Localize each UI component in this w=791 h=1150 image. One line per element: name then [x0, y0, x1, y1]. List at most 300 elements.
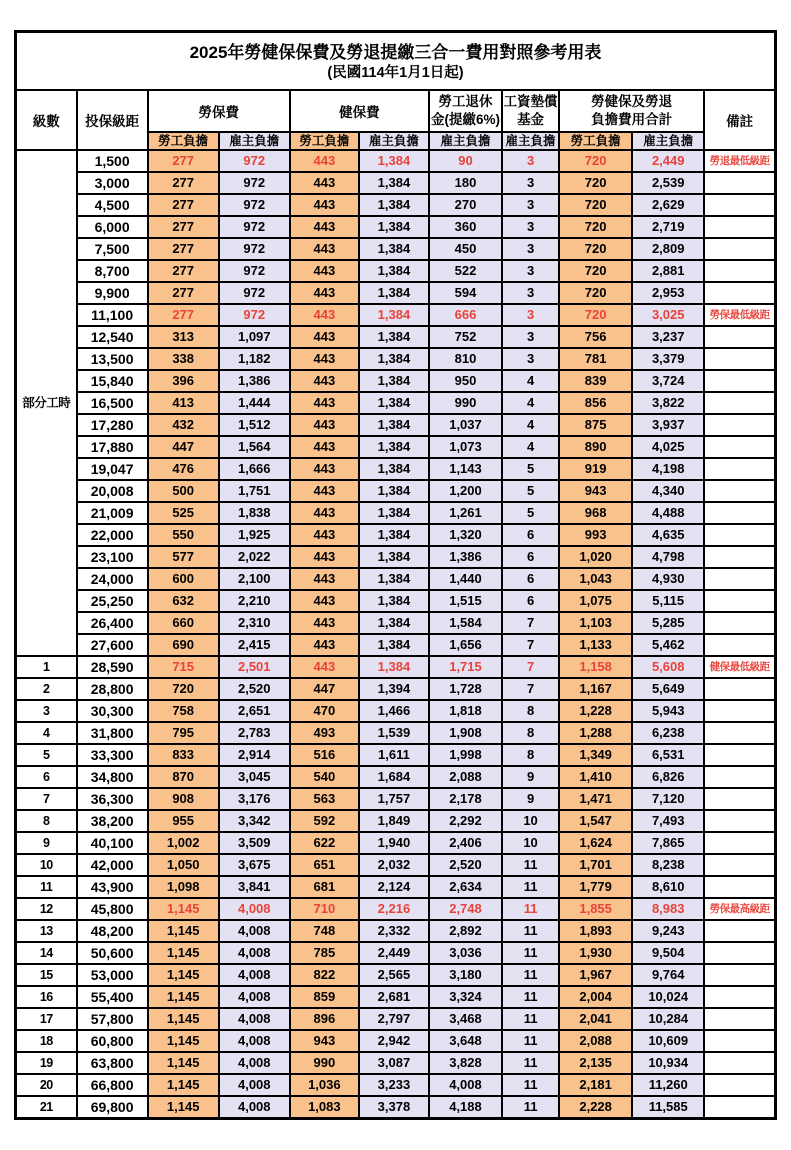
subheader-total-employer: 雇主負擔 — [632, 132, 704, 150]
level-cell: 6 — [16, 766, 77, 788]
total-employer-cell: 5,115 — [632, 590, 704, 612]
labor-ins-employee-cell: 550 — [148, 524, 219, 546]
health-ins-employee-cell: 443 — [290, 480, 359, 502]
wage-fund-employer-cell: 9 — [502, 766, 559, 788]
insured-grade-cell: 19,047 — [77, 458, 148, 480]
health-ins-employer-cell: 1,384 — [359, 260, 429, 282]
labor-ins-employer-cell: 4,008 — [219, 1052, 290, 1074]
labor-ins-employee-cell: 277 — [148, 304, 219, 326]
labor-ins-employer-cell: 3,675 — [219, 854, 290, 876]
health-ins-employer-cell: 3,087 — [359, 1052, 429, 1074]
table-row — [16, 238, 776, 260]
labor-ins-employer-cell: 2,310 — [219, 612, 290, 634]
subheader-health-employee: 勞工負擔 — [290, 132, 359, 150]
labor-ins-employee-cell: 720 — [148, 678, 219, 700]
wage-fund-employer-cell: 6 — [502, 590, 559, 612]
note-cell — [704, 546, 775, 568]
health-ins-employee-cell: 443 — [290, 546, 359, 568]
title-row — [16, 32, 776, 91]
health-ins-employee-cell: 785 — [290, 942, 359, 964]
total-employee-cell: 1,228 — [559, 700, 632, 722]
insured-grade-cell: 15,840 — [77, 370, 148, 392]
note-cell — [704, 458, 775, 480]
pension-employer-cell: 1,143 — [429, 458, 502, 480]
pension-employer-cell: 666 — [429, 304, 502, 326]
total-employee-cell: 756 — [559, 326, 632, 348]
header-pension-line1: 勞工退休 — [438, 93, 493, 109]
labor-ins-employer-cell: 4,008 — [219, 1008, 290, 1030]
health-ins-employer-cell: 1,384 — [359, 348, 429, 370]
table-row — [16, 326, 776, 348]
total-employee-cell: 1,288 — [559, 722, 632, 744]
labor-ins-employee-cell: 313 — [148, 326, 219, 348]
total-employee-cell: 943 — [559, 480, 632, 502]
pension-employer-cell: 270 — [429, 194, 502, 216]
level-cell: 11 — [16, 876, 77, 898]
wage-fund-employer-cell: 11 — [502, 942, 559, 964]
wage-fund-employer-cell: 3 — [502, 238, 559, 260]
subheader-labor-employee: 勞工負擔 — [148, 132, 219, 150]
total-employer-cell: 9,504 — [632, 942, 704, 964]
note-cell — [704, 634, 775, 656]
health-ins-employer-cell: 1,466 — [359, 700, 429, 722]
header-health-insurance: 健保費 — [290, 90, 429, 132]
health-ins-employer-cell: 3,233 — [359, 1074, 429, 1096]
health-ins-employer-cell: 1,384 — [359, 458, 429, 480]
health-ins-employer-cell: 1,384 — [359, 282, 429, 304]
wage-fund-employer-cell: 6 — [502, 524, 559, 546]
total-employee-cell: 720 — [559, 260, 632, 282]
labor-ins-employer-cell: 972 — [219, 194, 290, 216]
total-employee-cell: 1,349 — [559, 744, 632, 766]
health-ins-employer-cell: 1,384 — [359, 436, 429, 458]
labor-ins-employer-cell: 972 — [219, 282, 290, 304]
health-ins-employee-cell: 443 — [290, 502, 359, 524]
total-employer-cell: 6,826 — [632, 766, 704, 788]
note-cell — [704, 260, 775, 282]
pension-employer-cell: 522 — [429, 260, 502, 282]
wage-fund-employer-cell: 8 — [502, 700, 559, 722]
insured-grade-cell: 25,250 — [77, 590, 148, 612]
wage-fund-employer-cell: 9 — [502, 788, 559, 810]
total-employee-cell: 993 — [559, 524, 632, 546]
total-employee-cell: 2,004 — [559, 986, 632, 1008]
table-row — [16, 920, 776, 942]
health-ins-employer-cell: 1,384 — [359, 480, 429, 502]
health-ins-employee-cell: 443 — [290, 260, 359, 282]
header-group-row — [16, 90, 776, 132]
labor-ins-employee-cell: 277 — [148, 216, 219, 238]
health-ins-employee-cell: 443 — [290, 348, 359, 370]
table-row — [16, 898, 776, 920]
labor-ins-employer-cell: 4,008 — [219, 1074, 290, 1096]
insured-grade-cell: 28,800 — [77, 678, 148, 700]
labor-ins-employee-cell: 1,145 — [148, 898, 219, 920]
table-row — [16, 1030, 776, 1052]
labor-ins-employee-cell: 795 — [148, 722, 219, 744]
level-cell: 18 — [16, 1030, 77, 1052]
note-cell — [704, 1074, 775, 1096]
total-employee-cell: 2,088 — [559, 1030, 632, 1052]
pension-employer-cell: 3,036 — [429, 942, 502, 964]
level-cell: 13 — [16, 920, 77, 942]
total-employer-cell: 9,764 — [632, 964, 704, 986]
pension-employer-cell: 2,748 — [429, 898, 502, 920]
table-row — [16, 392, 776, 414]
wage-fund-employer-cell: 11 — [502, 854, 559, 876]
labor-ins-employer-cell: 3,045 — [219, 766, 290, 788]
health-ins-employer-cell: 1,384 — [359, 150, 429, 172]
total-employer-cell: 4,198 — [632, 458, 704, 480]
health-ins-employee-cell: 443 — [290, 414, 359, 436]
labor-ins-employer-cell: 1,564 — [219, 436, 290, 458]
wage-fund-employer-cell: 6 — [502, 546, 559, 568]
pension-employer-cell: 1,073 — [429, 436, 502, 458]
total-employer-cell: 4,798 — [632, 546, 704, 568]
health-ins-employee-cell: 1,083 — [290, 1096, 359, 1119]
subheader-pension-employer: 雇主負擔 — [429, 132, 502, 150]
total-employee-cell: 720 — [559, 150, 632, 172]
note-cell — [704, 370, 775, 392]
insured-grade-cell: 22,000 — [77, 524, 148, 546]
pension-employer-cell: 4,188 — [429, 1096, 502, 1119]
total-employee-cell: 720 — [559, 194, 632, 216]
note-cell — [704, 502, 775, 524]
labor-ins-employee-cell: 600 — [148, 568, 219, 590]
health-ins-employee-cell: 710 — [290, 898, 359, 920]
health-ins-employer-cell: 1,611 — [359, 744, 429, 766]
labor-ins-employer-cell: 2,783 — [219, 722, 290, 744]
labor-ins-employee-cell: 396 — [148, 370, 219, 392]
health-ins-employee-cell: 443 — [290, 282, 359, 304]
note-cell — [704, 480, 775, 502]
labor-ins-employee-cell: 413 — [148, 392, 219, 414]
wage-fund-employer-cell: 4 — [502, 436, 559, 458]
labor-ins-employer-cell: 3,176 — [219, 788, 290, 810]
labor-ins-employer-cell: 4,008 — [219, 942, 290, 964]
header-wage-fund — [502, 90, 559, 132]
insured-grade-cell: 12,540 — [77, 326, 148, 348]
labor-ins-employer-cell: 972 — [219, 150, 290, 172]
total-employer-cell: 7,865 — [632, 832, 704, 854]
pension-employer-cell: 2,292 — [429, 810, 502, 832]
pension-employer-cell: 1,715 — [429, 656, 502, 678]
note-cell — [704, 436, 775, 458]
total-employer-cell: 8,238 — [632, 854, 704, 876]
table-row — [16, 546, 776, 568]
pension-employer-cell: 1,584 — [429, 612, 502, 634]
insured-grade-cell: 28,590 — [77, 656, 148, 678]
table-row — [16, 304, 776, 326]
labor-ins-employer-cell: 4,008 — [219, 1030, 290, 1052]
total-employee-cell: 856 — [559, 392, 632, 414]
header-pension-line2: 金(提繳6%) — [430, 112, 500, 127]
labor-ins-employee-cell: 1,145 — [148, 1096, 219, 1119]
note-cell — [704, 810, 775, 832]
insured-grade-cell: 33,300 — [77, 744, 148, 766]
labor-ins-employee-cell: 1,145 — [148, 1008, 219, 1030]
insured-grade-cell: 57,800 — [77, 1008, 148, 1030]
health-ins-employee-cell: 443 — [290, 612, 359, 634]
total-employee-cell: 1,967 — [559, 964, 632, 986]
health-ins-employer-cell: 1,757 — [359, 788, 429, 810]
insured-grade-cell: 36,300 — [77, 788, 148, 810]
total-employee-cell: 1,410 — [559, 766, 632, 788]
labor-ins-employee-cell: 1,145 — [148, 964, 219, 986]
total-employee-cell: 1,075 — [559, 590, 632, 612]
note-cell — [704, 854, 775, 876]
labor-ins-employee-cell: 1,145 — [148, 942, 219, 964]
table-row — [16, 260, 776, 282]
insured-grade-cell: 30,300 — [77, 700, 148, 722]
note-cell — [704, 964, 775, 986]
note-cell: 勞保最低級距 — [704, 304, 775, 326]
table-row — [16, 634, 776, 656]
labor-ins-employer-cell: 3,841 — [219, 876, 290, 898]
health-ins-employee-cell: 540 — [290, 766, 359, 788]
header-grade: 投保級距 — [77, 90, 148, 150]
header-total-line1: 勞健保及勞退 — [591, 93, 673, 109]
level-cell: 5 — [16, 744, 77, 766]
total-employer-cell: 5,649 — [632, 678, 704, 700]
wage-fund-employer-cell: 4 — [502, 414, 559, 436]
note-cell — [704, 876, 775, 898]
level-cell: 15 — [16, 964, 77, 986]
insured-grade-cell: 13,500 — [77, 348, 148, 370]
note-cell — [704, 832, 775, 854]
level-cell: 20 — [16, 1074, 77, 1096]
pension-employer-cell: 4,008 — [429, 1074, 502, 1096]
table-row — [16, 194, 776, 216]
header-pension — [429, 90, 502, 132]
pension-employer-cell: 3,828 — [429, 1052, 502, 1074]
total-employer-cell: 11,585 — [632, 1096, 704, 1119]
wage-fund-employer-cell: 3 — [502, 282, 559, 304]
labor-ins-employer-cell: 1,097 — [219, 326, 290, 348]
total-employer-cell: 10,284 — [632, 1008, 704, 1030]
note-cell — [704, 590, 775, 612]
wage-fund-employer-cell: 8 — [502, 722, 559, 744]
note-cell — [704, 392, 775, 414]
level-cell: 19 — [16, 1052, 77, 1074]
subheader-health-employer: 雇主負擔 — [359, 132, 429, 150]
labor-ins-employee-cell: 1,145 — [148, 1052, 219, 1074]
health-ins-employer-cell: 1,384 — [359, 546, 429, 568]
table-row — [16, 612, 776, 634]
note-cell — [704, 348, 775, 370]
insured-grade-cell: 17,280 — [77, 414, 148, 436]
pension-employer-cell: 2,634 — [429, 876, 502, 898]
note-cell — [704, 744, 775, 766]
wage-fund-employer-cell: 11 — [502, 986, 559, 1008]
pension-employer-cell: 1,320 — [429, 524, 502, 546]
wage-fund-employer-cell: 7 — [502, 678, 559, 700]
table-row — [16, 568, 776, 590]
health-ins-employer-cell: 1,940 — [359, 832, 429, 854]
pension-employer-cell: 3,648 — [429, 1030, 502, 1052]
labor-ins-employee-cell: 432 — [148, 414, 219, 436]
table-row — [16, 1008, 776, 1030]
labor-ins-employee-cell: 955 — [148, 810, 219, 832]
wage-fund-employer-cell: 6 — [502, 568, 559, 590]
pension-employer-cell: 1,200 — [429, 480, 502, 502]
total-employee-cell: 720 — [559, 304, 632, 326]
wage-fund-employer-cell: 11 — [502, 898, 559, 920]
pension-employer-cell: 3,468 — [429, 1008, 502, 1030]
table-row — [16, 722, 776, 744]
labor-ins-employee-cell: 1,050 — [148, 854, 219, 876]
note-cell — [704, 700, 775, 722]
header-wage-fund-line2: 基金 — [517, 112, 545, 127]
total-employee-cell: 1,547 — [559, 810, 632, 832]
labor-ins-employer-cell: 972 — [219, 260, 290, 282]
header-total-line2: 負擔費用合計 — [591, 112, 673, 127]
total-employee-cell: 1,930 — [559, 942, 632, 964]
health-ins-employer-cell: 1,539 — [359, 722, 429, 744]
insured-grade-cell: 66,800 — [77, 1074, 148, 1096]
health-ins-employee-cell: 443 — [290, 590, 359, 612]
health-ins-employer-cell: 1,384 — [359, 238, 429, 260]
table-row — [16, 524, 776, 546]
health-ins-employee-cell: 896 — [290, 1008, 359, 1030]
health-ins-employer-cell: 3,378 — [359, 1096, 429, 1119]
health-ins-employee-cell: 443 — [290, 458, 359, 480]
total-employer-cell: 2,629 — [632, 194, 704, 216]
wage-fund-employer-cell: 11 — [502, 1052, 559, 1074]
wage-fund-employer-cell: 3 — [502, 326, 559, 348]
note-cell — [704, 1030, 775, 1052]
health-ins-employee-cell: 748 — [290, 920, 359, 942]
table-row — [16, 942, 776, 964]
total-employee-cell: 1,158 — [559, 656, 632, 678]
table-row — [16, 1096, 776, 1119]
insured-grade-cell: 17,880 — [77, 436, 148, 458]
total-employer-cell: 5,608 — [632, 656, 704, 678]
health-ins-employer-cell: 1,384 — [359, 172, 429, 194]
labor-ins-employer-cell: 2,415 — [219, 634, 290, 656]
insured-grade-cell: 31,800 — [77, 722, 148, 744]
labor-ins-employer-cell: 972 — [219, 304, 290, 326]
labor-ins-employee-cell: 1,002 — [148, 832, 219, 854]
labor-ins-employer-cell: 4,008 — [219, 1096, 290, 1119]
table-row — [16, 590, 776, 612]
labor-ins-employer-cell: 972 — [219, 216, 290, 238]
table-row — [16, 282, 776, 304]
insured-grade-cell: 42,000 — [77, 854, 148, 876]
health-ins-employer-cell: 1,384 — [359, 326, 429, 348]
level-cell: 8 — [16, 810, 77, 832]
wage-fund-employer-cell: 3 — [502, 348, 559, 370]
labor-ins-employee-cell: 277 — [148, 150, 219, 172]
insured-grade-cell: 4,500 — [77, 194, 148, 216]
health-ins-employer-cell: 1,384 — [359, 216, 429, 238]
level-cell: 4 — [16, 722, 77, 744]
labor-ins-employer-cell: 2,022 — [219, 546, 290, 568]
total-employer-cell: 3,237 — [632, 326, 704, 348]
wage-fund-employer-cell: 5 — [502, 502, 559, 524]
insured-grade-cell: 6,000 — [77, 216, 148, 238]
labor-ins-employer-cell: 2,520 — [219, 678, 290, 700]
level-cell: 21 — [16, 1096, 77, 1119]
total-employer-cell: 2,719 — [632, 216, 704, 238]
total-employer-cell: 4,488 — [632, 502, 704, 524]
wage-fund-employer-cell: 5 — [502, 458, 559, 480]
health-ins-employee-cell: 592 — [290, 810, 359, 832]
total-employer-cell: 3,379 — [632, 348, 704, 370]
pension-employer-cell: 1,908 — [429, 722, 502, 744]
table-row — [16, 986, 776, 1008]
pension-employer-cell: 2,520 — [429, 854, 502, 876]
wage-fund-employer-cell: 11 — [502, 1074, 559, 1096]
note-cell — [704, 216, 775, 238]
health-ins-employer-cell: 2,332 — [359, 920, 429, 942]
labor-ins-employer-cell: 972 — [219, 238, 290, 260]
insured-grade-cell: 1,500 — [77, 150, 148, 172]
total-employee-cell: 2,041 — [559, 1008, 632, 1030]
total-employee-cell: 968 — [559, 502, 632, 524]
total-employer-cell: 7,493 — [632, 810, 704, 832]
wage-fund-employer-cell: 11 — [502, 1008, 559, 1030]
health-ins-employee-cell: 443 — [290, 656, 359, 678]
wage-fund-employer-cell: 10 — [502, 832, 559, 854]
health-ins-employer-cell: 2,216 — [359, 898, 429, 920]
health-ins-employee-cell: 443 — [290, 238, 359, 260]
health-ins-employer-cell: 1,384 — [359, 590, 429, 612]
total-employer-cell: 11,260 — [632, 1074, 704, 1096]
wage-fund-employer-cell: 4 — [502, 392, 559, 414]
health-ins-employer-cell: 1,384 — [359, 568, 429, 590]
level-cell: 14 — [16, 942, 77, 964]
total-employee-cell: 781 — [559, 348, 632, 370]
labor-ins-employer-cell: 1,512 — [219, 414, 290, 436]
health-ins-employer-cell: 1,384 — [359, 656, 429, 678]
table-row — [16, 436, 776, 458]
total-employer-cell: 6,238 — [632, 722, 704, 744]
wage-fund-employer-cell: 11 — [502, 1030, 559, 1052]
total-employer-cell: 4,635 — [632, 524, 704, 546]
labor-ins-employee-cell: 1,145 — [148, 1074, 219, 1096]
note-cell — [704, 920, 775, 942]
pension-employer-cell: 1,656 — [429, 634, 502, 656]
health-ins-employee-cell: 493 — [290, 722, 359, 744]
table-row — [16, 766, 776, 788]
health-ins-employee-cell: 447 — [290, 678, 359, 700]
total-employer-cell: 2,881 — [632, 260, 704, 282]
total-employer-cell: 9,243 — [632, 920, 704, 942]
level-cell: 12 — [16, 898, 77, 920]
header-level: 級數 — [16, 90, 77, 150]
note-cell — [704, 722, 775, 744]
total-employer-cell: 4,025 — [632, 436, 704, 458]
note-cell — [704, 282, 775, 304]
health-ins-employee-cell: 990 — [290, 1052, 359, 1074]
wage-fund-employer-cell: 8 — [502, 744, 559, 766]
page-title: 2025年勞健保保費及勞退提繳三合一費用對照參考用表 — [189, 42, 602, 62]
wage-fund-employer-cell: 7 — [502, 656, 559, 678]
total-employee-cell: 720 — [559, 282, 632, 304]
health-ins-employer-cell: 1,384 — [359, 370, 429, 392]
health-ins-employer-cell: 1,384 — [359, 414, 429, 436]
insured-grade-cell: 8,700 — [77, 260, 148, 282]
wage-fund-employer-cell: 3 — [502, 304, 559, 326]
labor-ins-employer-cell: 4,008 — [219, 986, 290, 1008]
table-row — [16, 370, 776, 392]
pension-employer-cell: 2,406 — [429, 832, 502, 854]
note-cell: 健保最低級距 — [704, 656, 775, 678]
insured-grade-cell: 63,800 — [77, 1052, 148, 1074]
health-ins-employer-cell: 2,797 — [359, 1008, 429, 1030]
wage-fund-employer-cell: 7 — [502, 634, 559, 656]
